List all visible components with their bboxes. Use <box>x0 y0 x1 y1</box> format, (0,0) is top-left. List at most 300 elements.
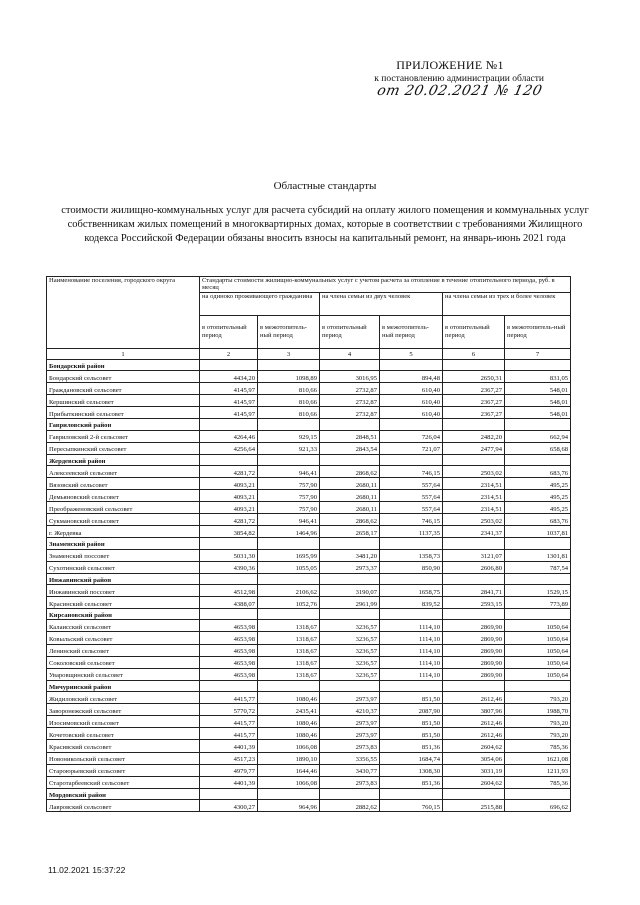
value-cell <box>320 538 380 549</box>
header-heating-period: в отопительный период <box>320 315 380 348</box>
value-cell: 793,20 <box>505 716 571 728</box>
table-row <box>47 490 571 502</box>
value-cell: 4093,21 <box>200 502 258 514</box>
value-cell: 2961,99 <box>320 597 380 609</box>
value-cell: 2314,51 <box>443 502 505 514</box>
district-group-row <box>47 419 571 430</box>
value-cell <box>258 680 320 691</box>
value-cell: 4415,77 <box>200 728 258 740</box>
table-row <box>47 644 571 656</box>
column-index-cell: 6 <box>443 348 505 359</box>
settlement-name: Соколовский сельсовет <box>47 656 200 668</box>
value-cell: 4300,27 <box>200 799 258 811</box>
value-cell: 946,41 <box>258 514 320 526</box>
value-cell: 4512,98 <box>200 585 258 597</box>
value-cell: 2606,80 <box>443 561 505 573</box>
value-cell: 2882,62 <box>320 799 380 811</box>
value-cell: 4979,77 <box>200 764 258 776</box>
header-non-heating-period: в межотопитель-ный период <box>505 315 571 348</box>
settlement-name: Демьяновский сельсовет <box>47 490 200 502</box>
value-cell: 4653,98 <box>200 668 258 680</box>
value-cell: 757,90 <box>258 502 320 514</box>
header-standards: Стандарты стоимости жилищно-коммунальных услуг с учетом расчета за отопление в течение отопительного периода, руб. в месяц <box>200 277 571 293</box>
value-cell: 4401,39 <box>200 776 258 788</box>
value-cell: 2612,46 <box>443 728 505 740</box>
value-cell <box>320 680 380 691</box>
value-cell <box>443 680 505 691</box>
value-cell: 4281,72 <box>200 514 258 526</box>
value-cell: 2341,37 <box>443 526 505 538</box>
value-cell: 2973,83 <box>320 776 380 788</box>
value-cell: 2482,20 <box>443 430 505 442</box>
value-cell <box>200 680 258 691</box>
table-row <box>47 632 571 644</box>
value-cell: 2477,94 <box>443 442 505 454</box>
value-cell: 851,36 <box>380 740 443 752</box>
value-cell <box>505 538 571 549</box>
district-group-row <box>47 788 571 799</box>
settlement-name: Ковыльский сельсовет <box>47 632 200 644</box>
value-cell: 757,90 <box>258 477 320 489</box>
table-row <box>47 465 571 477</box>
value-cell: 721,07 <box>380 442 443 454</box>
value-cell <box>505 454 571 465</box>
value-cell <box>505 573 571 584</box>
value-cell <box>380 419 443 430</box>
value-cell: 1050,64 <box>505 656 571 668</box>
value-cell: 2367,27 <box>443 407 505 419</box>
appendix-subtitle: к постановлению администрации области <box>374 74 544 84</box>
value-cell: 1890,10 <box>258 752 320 764</box>
district-name: Жердевский район <box>47 454 200 465</box>
value-cell: 4145,97 <box>200 407 258 419</box>
value-cell: 4093,21 <box>200 490 258 502</box>
district-group-row <box>47 573 571 584</box>
value-cell: 1050,64 <box>505 644 571 656</box>
value-cell: 495,25 <box>505 490 571 502</box>
table-row <box>47 502 571 514</box>
value-cell: 495,25 <box>505 477 571 489</box>
value-cell <box>200 788 258 799</box>
value-cell: 1098,89 <box>258 370 320 382</box>
value-cell: 1066,08 <box>258 740 320 752</box>
value-cell: 2503,02 <box>443 514 505 526</box>
table-row <box>47 764 571 776</box>
value-cell: 1114,10 <box>380 656 443 668</box>
value-cell <box>200 609 258 620</box>
district-name: Мордовский район <box>47 788 200 799</box>
value-cell <box>443 359 505 370</box>
value-cell: 3236,57 <box>320 632 380 644</box>
value-cell: 3481,20 <box>320 549 380 561</box>
value-cell: 1080,46 <box>258 692 320 704</box>
value-cell: 850,90 <box>380 561 443 573</box>
value-cell <box>258 454 320 465</box>
settlement-name: Жидиловский сельсовет <box>47 692 200 704</box>
value-cell <box>200 573 258 584</box>
value-cell: 2435,41 <box>258 704 320 716</box>
header-heating-period: в отопительный период <box>443 315 505 348</box>
settlement-name: Кершинский сельсовет <box>47 395 200 407</box>
column-index-row <box>47 348 571 359</box>
value-cell <box>380 573 443 584</box>
value-cell: 1114,10 <box>380 620 443 632</box>
value-cell: 557,64 <box>380 477 443 489</box>
table-row <box>47 656 571 668</box>
value-cell: 5770,72 <box>200 704 258 716</box>
value-cell: 1308,30 <box>380 764 443 776</box>
value-cell: 662,94 <box>505 430 571 442</box>
value-cell: 1050,64 <box>505 668 571 680</box>
value-cell: 1114,10 <box>380 644 443 656</box>
district-name: Инжавинский район <box>47 573 200 584</box>
value-cell: 3236,57 <box>320 620 380 632</box>
value-cell: 4210,37 <box>320 704 380 716</box>
value-cell: 548,01 <box>505 407 571 419</box>
value-cell: 1988,70 <box>505 704 571 716</box>
value-cell: 787,54 <box>505 561 571 573</box>
table-row <box>47 549 571 561</box>
value-cell: 696,62 <box>505 799 571 811</box>
table-row <box>47 514 571 526</box>
settlement-name: Бондарский сельсовет <box>47 370 200 382</box>
district-group-row <box>47 538 571 549</box>
print-timestamp: 11.02.2021 15:37:22 <box>48 865 126 875</box>
value-cell: 2732,87 <box>320 407 380 419</box>
value-cell: 4093,21 <box>200 477 258 489</box>
value-cell: 610,40 <box>380 407 443 419</box>
table-row <box>47 477 571 489</box>
settlement-name: Граждановский сельсовет <box>47 383 200 395</box>
settlement-name: Знаменский поссовет <box>47 549 200 561</box>
value-cell: 4388,07 <box>200 597 258 609</box>
table-row <box>47 597 571 609</box>
settlement-name: Сухотинский сельсовет <box>47 561 200 573</box>
value-cell: 4264,46 <box>200 430 258 442</box>
value-cell: 1695,99 <box>258 549 320 561</box>
value-cell: 3807,96 <box>443 704 505 716</box>
value-cell: 2680,11 <box>320 490 380 502</box>
value-cell <box>505 788 571 799</box>
value-cell: 4415,77 <box>200 716 258 728</box>
value-cell: 746,15 <box>380 514 443 526</box>
value-cell <box>320 419 380 430</box>
value-cell: 5031,30 <box>200 549 258 561</box>
value-cell: 2848,51 <box>320 430 380 442</box>
value-cell: 894,48 <box>380 370 443 382</box>
settlement-name: Уваровщинский сельсовет <box>47 668 200 680</box>
district-name: Кирсановский район <box>47 609 200 620</box>
value-cell: 810,66 <box>258 407 320 419</box>
settlement-name: Алексеевский сельсовет <box>47 465 200 477</box>
value-cell <box>380 454 443 465</box>
settlement-name: Калаисский сельсовет <box>47 620 200 632</box>
value-cell: 1301,81 <box>505 549 571 561</box>
value-cell: 2680,11 <box>320 502 380 514</box>
value-cell <box>443 788 505 799</box>
column-index-cell: 4 <box>320 348 380 359</box>
value-cell: 4434,20 <box>200 370 258 382</box>
value-cell: 3054,06 <box>443 752 505 764</box>
value-cell: 2604,62 <box>443 776 505 788</box>
value-cell: 785,36 <box>505 740 571 752</box>
table-row <box>47 585 571 597</box>
value-cell: 2604,62 <box>443 740 505 752</box>
table-row <box>47 704 571 716</box>
value-cell <box>505 680 571 691</box>
value-cell: 929,15 <box>258 430 320 442</box>
settlement-name: Староюрьевский сельсовет <box>47 764 200 776</box>
value-cell <box>380 609 443 620</box>
value-cell: 1358,73 <box>380 549 443 561</box>
header-non-heating-period: в межотопитель-ный период <box>380 315 443 348</box>
value-cell: 1318,67 <box>258 668 320 680</box>
value-cell <box>443 573 505 584</box>
table-row <box>47 716 571 728</box>
table-row <box>47 776 571 788</box>
value-cell: 4415,77 <box>200 692 258 704</box>
value-cell: 4653,98 <box>200 656 258 668</box>
value-cell: 4390,36 <box>200 561 258 573</box>
value-cell: 810,66 <box>258 383 320 395</box>
value-cell: 964,96 <box>258 799 320 811</box>
value-cell: 2732,87 <box>320 383 380 395</box>
table-row <box>47 430 571 442</box>
table-row <box>47 740 571 752</box>
header-heating-period: в отопительный период <box>200 315 258 348</box>
value-cell: 557,64 <box>380 502 443 514</box>
value-cell: 2593,15 <box>443 597 505 609</box>
value-cell: 851,36 <box>380 776 443 788</box>
value-cell <box>380 538 443 549</box>
value-cell <box>258 538 320 549</box>
value-cell: 851,50 <box>380 692 443 704</box>
value-cell <box>200 538 258 549</box>
column-index-cell: 7 <box>505 348 571 359</box>
value-cell: 4401,39 <box>200 740 258 752</box>
value-cell <box>258 788 320 799</box>
settlement-name: Пересыпкинский сельсовет <box>47 442 200 454</box>
value-cell: 3016,95 <box>320 370 380 382</box>
value-cell: 1318,67 <box>258 632 320 644</box>
settlement-name: Лавровский сельсовет <box>47 799 200 811</box>
table-row <box>47 752 571 764</box>
value-cell: 3190,07 <box>320 585 380 597</box>
appendix-title: ПРИЛОЖЕНИЕ №1 <box>396 58 504 72</box>
table-row <box>47 728 571 740</box>
appendix-block <box>320 58 580 99</box>
handwritten-date-number: от 20.02.2021 № 120 <box>375 83 544 99</box>
value-cell: 810,66 <box>258 395 320 407</box>
value-cell: 3430,77 <box>320 764 380 776</box>
value-cell: 1066,08 <box>258 776 320 788</box>
value-cell <box>380 359 443 370</box>
value-cell: 760,15 <box>380 799 443 811</box>
value-cell: 2973,97 <box>320 692 380 704</box>
value-cell: 2868,62 <box>320 514 380 526</box>
value-cell: 1318,67 <box>258 644 320 656</box>
table-row <box>47 526 571 538</box>
value-cell: 2869,90 <box>443 656 505 668</box>
column-index-cell: 1 <box>47 348 200 359</box>
value-cell: 2869,90 <box>443 668 505 680</box>
value-cell: 1211,93 <box>505 764 571 776</box>
value-cell: 757,90 <box>258 490 320 502</box>
value-cell: 2973,97 <box>320 728 380 740</box>
value-cell <box>320 359 380 370</box>
value-cell: 2650,31 <box>443 370 505 382</box>
value-cell: 495,25 <box>505 502 571 514</box>
table-row <box>47 407 571 419</box>
value-cell <box>320 454 380 465</box>
value-cell: 2973,37 <box>320 561 380 573</box>
value-cell: 839,52 <box>380 597 443 609</box>
value-cell <box>320 788 380 799</box>
value-cell: 3031,19 <box>443 764 505 776</box>
value-cell: 1052,76 <box>258 597 320 609</box>
value-cell <box>200 419 258 430</box>
value-cell: 1037,81 <box>505 526 571 538</box>
document-description: стоимости жилищно-коммунальных услуг для расчета субсидий на оплату жилого помещения и коммунальных услуг собственникам жилых помещений в многоквартирных домах, которые в соответствии с требованиями Жилищного кодекса Российской Федерации обязаны вносить взносы на капитальный ремонт, на январь-июнь 2021 года <box>61 205 589 245</box>
settlement-name: Вязовский сельсовет <box>47 477 200 489</box>
value-cell: 4653,98 <box>200 644 258 656</box>
settlement-name: Красивский сельсовет <box>47 740 200 752</box>
settlement-name: Ленинский сельсовет <box>47 644 200 656</box>
table-row <box>47 442 571 454</box>
district-group-row <box>47 454 571 465</box>
value-cell: 548,01 <box>505 395 571 407</box>
value-cell: 658,68 <box>505 442 571 454</box>
table-row <box>47 668 571 680</box>
value-cell: 793,20 <box>505 692 571 704</box>
value-cell: 2868,62 <box>320 465 380 477</box>
header-three-plus-family: на члена семьи из трех и более человек <box>443 292 571 315</box>
value-cell: 4653,98 <box>200 620 258 632</box>
settlement-name: Красинский сельсовет <box>47 597 200 609</box>
value-cell: 1137,35 <box>380 526 443 538</box>
value-cell: 2503,02 <box>443 465 505 477</box>
table-row <box>47 395 571 407</box>
value-cell <box>443 609 505 620</box>
column-index-cell: 2 <box>200 348 258 359</box>
value-cell <box>258 359 320 370</box>
header-non-heating-period: в межотопитель-ный период <box>258 315 320 348</box>
value-cell: 4145,97 <box>200 395 258 407</box>
value-cell: 2841,71 <box>443 585 505 597</box>
value-cell: 851,50 <box>380 728 443 740</box>
table-row <box>47 692 571 704</box>
settlement-name: Старотарбеевский сельсовет <box>47 776 200 788</box>
value-cell: 3236,57 <box>320 656 380 668</box>
district-name: Гавриловский район <box>47 419 200 430</box>
district-name: Бондарский район <box>47 359 200 370</box>
value-cell: 2869,90 <box>443 632 505 644</box>
value-cell: 1464,96 <box>258 526 320 538</box>
value-cell: 610,40 <box>380 383 443 395</box>
value-cell: 1658,75 <box>380 585 443 597</box>
value-cell: 4281,72 <box>200 465 258 477</box>
value-cell <box>200 359 258 370</box>
settlement-name: Новоникольский сельсовет <box>47 752 200 764</box>
value-cell: 3854,82 <box>200 526 258 538</box>
value-cell: 1621,08 <box>505 752 571 764</box>
value-cell <box>320 573 380 584</box>
value-cell: 851,50 <box>380 716 443 728</box>
value-cell: 548,01 <box>505 383 571 395</box>
value-cell: 921,33 <box>258 442 320 454</box>
value-cell <box>443 454 505 465</box>
settlement-name: Изосимовский сельсовет <box>47 716 200 728</box>
settlement-name: Инжавинский поссовет <box>47 585 200 597</box>
value-cell <box>505 609 571 620</box>
value-cell: 1318,67 <box>258 656 320 668</box>
table-row <box>47 383 571 395</box>
value-cell: 1114,10 <box>380 632 443 644</box>
district-group-row <box>47 609 571 620</box>
value-cell: 3356,55 <box>320 752 380 764</box>
value-cell <box>258 573 320 584</box>
value-cell: 683,76 <box>505 465 571 477</box>
value-cell <box>505 359 571 370</box>
value-cell: 1114,10 <box>380 668 443 680</box>
settlement-name: Кочетовский сельсовет <box>47 728 200 740</box>
value-cell: 4653,98 <box>200 632 258 644</box>
value-cell: 2869,90 <box>443 644 505 656</box>
value-cell <box>505 419 571 430</box>
district-name: Знаменский район <box>47 538 200 549</box>
document-title: Областные стандарты <box>273 180 377 192</box>
value-cell: 793,20 <box>505 728 571 740</box>
value-cell <box>200 454 258 465</box>
value-cell: 1080,46 <box>258 716 320 728</box>
value-cell: 2106,62 <box>258 585 320 597</box>
value-cell: 2367,27 <box>443 383 505 395</box>
value-cell: 2515,88 <box>443 799 505 811</box>
table-row <box>47 561 571 573</box>
header-single-citizen: на одиноко проживающего гражданина <box>200 292 320 315</box>
value-cell <box>320 609 380 620</box>
value-cell: 3121,07 <box>443 549 505 561</box>
value-cell: 683,76 <box>505 514 571 526</box>
value-cell: 610,40 <box>380 395 443 407</box>
value-cell: 2973,83 <box>320 740 380 752</box>
value-cell: 1684,74 <box>380 752 443 764</box>
value-cell <box>258 419 320 430</box>
value-cell: 1644,46 <box>258 764 320 776</box>
value-cell: 557,64 <box>380 490 443 502</box>
header-settlement: Наименование поселения, городского округа <box>47 277 200 349</box>
value-cell: 2732,87 <box>320 395 380 407</box>
value-cell: 2367,27 <box>443 395 505 407</box>
table-row <box>47 620 571 632</box>
value-cell: 2680,11 <box>320 477 380 489</box>
value-cell: 1055,05 <box>258 561 320 573</box>
settlement-name: Гавриловский 2-й сельсовет <box>47 430 200 442</box>
value-cell: 785,36 <box>505 776 571 788</box>
value-cell: 2612,46 <box>443 692 505 704</box>
standards-table <box>46 276 571 812</box>
value-cell: 4145,97 <box>200 383 258 395</box>
value-cell: 3236,57 <box>320 644 380 656</box>
district-name: Мичуринский район <box>47 680 200 691</box>
value-cell: 773,89 <box>505 597 571 609</box>
value-cell: 1529,15 <box>505 585 571 597</box>
value-cell: 1318,67 <box>258 620 320 632</box>
value-cell <box>443 419 505 430</box>
settlement-name: Сукмановский сельсовет <box>47 514 200 526</box>
value-cell: 1050,64 <box>505 620 571 632</box>
column-index-cell: 3 <box>258 348 320 359</box>
